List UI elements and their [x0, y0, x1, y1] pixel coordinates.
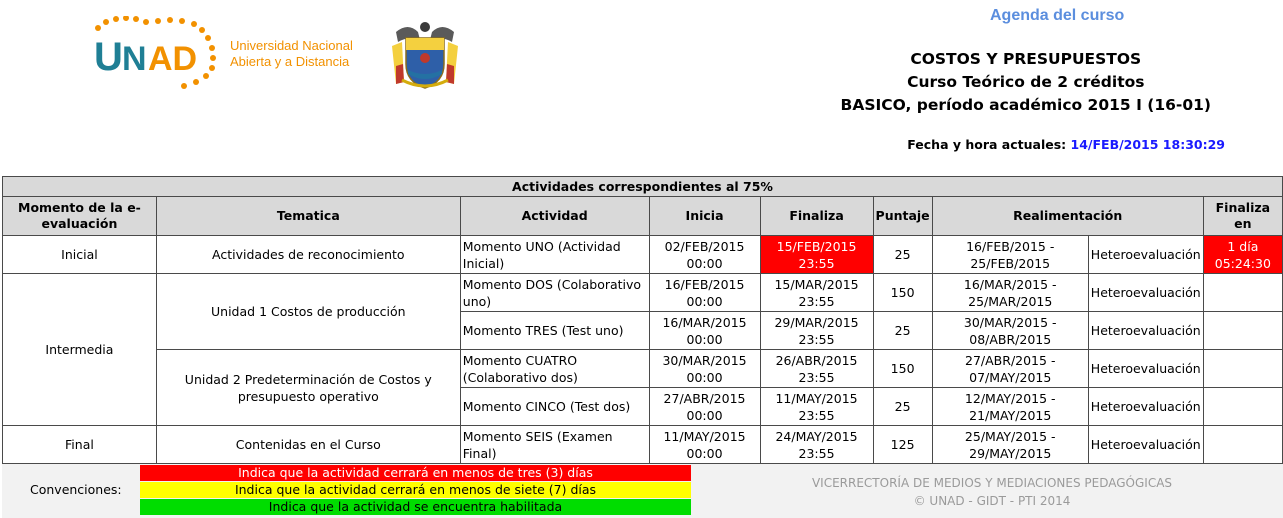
- puntaje-cell: 125: [873, 426, 932, 464]
- actividad-cell: Momento DOS (Colaborativo uno): [460, 274, 649, 312]
- header-finaliza: Finaliza: [760, 197, 873, 236]
- course-name: COSTOS Y PRESUPUESTOS: [910, 50, 1142, 68]
- actividad-cell: Momento UNO (Actividad Inicial): [460, 236, 649, 274]
- tipo-cell: Heteroevaluación: [1088, 388, 1203, 426]
- realimentacion-cell: 12/MAY/2015 - 21/MAY/2015: [932, 388, 1088, 426]
- header-inicia: Inicia: [649, 197, 760, 236]
- tipo-cell: Heteroevaluación: [1088, 312, 1203, 350]
- tematica-cell: Unidad 2 Predeterminación de Costos y presupuesto operativo: [156, 350, 460, 426]
- header-tematica: Tematica: [156, 197, 460, 236]
- inicia-cell: 27/ABR/2015 00:00: [649, 388, 760, 426]
- actividad-cell: Momento CINCO (Test dos): [460, 388, 649, 426]
- realimentacion-cell: 16/MAR/2015 - 25/MAR/2015: [932, 274, 1088, 312]
- current-datetime: [907, 137, 1225, 152]
- university-name: [230, 38, 353, 70]
- table-row: [3, 236, 1283, 274]
- logo-ad: AD: [148, 40, 198, 78]
- inicia-cell: 02/FEB/2015 00:00: [649, 236, 760, 274]
- legend-yellow: Indica que la actividad cerrará en menos de siete (7) días: [140, 482, 691, 498]
- puntaje-cell: 25: [873, 236, 932, 274]
- legend-green: Indica que la actividad se encuentra habilitada: [140, 499, 691, 515]
- course-info: [841, 48, 1211, 117]
- realimentacion-cell: 25/MAY/2015 - 29/MAY/2015: [932, 426, 1088, 464]
- finaliza-cell: 29/MAR/2015 23:55: [760, 312, 873, 350]
- puntaje-cell: 150: [873, 350, 932, 388]
- conventions-label: Convenciones:: [30, 482, 122, 497]
- momento-cell: Final: [3, 426, 157, 464]
- tematica-cell: Unidad 1 Costos de producción: [156, 274, 460, 350]
- datetime-value: 14/FEB/2015 18:30:29: [1070, 137, 1225, 152]
- actividad-cell: Momento SEIS (Examen Final): [460, 426, 649, 464]
- finaliza-cell: 11/MAY/2015 23:55: [760, 388, 873, 426]
- legend-red: Indica que la actividad cerrará en menos de tres (3) días: [140, 465, 691, 481]
- realimentacion-cell: 16/FEB/2015 - 25/FEB/2015: [932, 236, 1088, 274]
- credits-line2: © UNAD - GIDT - PTI 2014: [913, 494, 1071, 508]
- momento-cell: Intermedia: [3, 274, 157, 426]
- course-period: BASICO, período académico 2015 I (16-01): [840, 96, 1211, 114]
- finaliza-cell: 24/MAY/2015 23:55: [760, 426, 873, 464]
- unad-logo: [92, 16, 232, 92]
- tematica-cell: Contenidas en el Curso: [156, 426, 460, 464]
- puntaje-cell: 25: [873, 312, 932, 350]
- realimentacion-cell: 27/ABR/2015 - 07/MAY/2015: [932, 350, 1088, 388]
- finaliza-en-cell: [1203, 350, 1282, 388]
- credits: [782, 474, 1202, 510]
- tipo-cell: Heteroevaluación: [1088, 426, 1203, 464]
- inicia-cell: 30/MAR/2015 00:00: [649, 350, 760, 388]
- table-row: [3, 274, 1283, 312]
- tematica-cell: Actividades de reconocimiento: [156, 236, 460, 274]
- agenda-title: Agenda del curso: [990, 7, 1125, 24]
- header-realimentacion: Realimentación: [932, 197, 1203, 236]
- puntaje-cell: 150: [873, 274, 932, 312]
- header-puntaje: Puntaje: [873, 197, 932, 236]
- finaliza-en-cell: [1203, 388, 1282, 426]
- logo-u: U: [94, 35, 123, 79]
- table-row: [3, 426, 1283, 464]
- actividad-cell: Momento TRES (Test uno): [460, 312, 649, 350]
- inicia-cell: 16/MAR/2015 00:00: [649, 312, 760, 350]
- finaliza-en-cell: [1203, 312, 1282, 350]
- header-actividad: Actividad: [460, 197, 649, 236]
- table-row: [3, 350, 1283, 388]
- inicia-cell: 11/MAY/2015 00:00: [649, 426, 760, 464]
- tipo-cell: Heteroevaluación: [1088, 274, 1203, 312]
- realimentacion-cell: 30/MAR/2015 - 08/ABR/2015: [932, 312, 1088, 350]
- university-name-line2: Abierta y a Distancia: [230, 54, 350, 69]
- agenda-table: [2, 176, 1283, 464]
- finaliza-en-cell: [1203, 426, 1282, 464]
- finaliza-cell: 15/MAR/2015 23:55: [760, 274, 873, 312]
- inicia-cell: 16/FEB/2015 00:00: [649, 274, 760, 312]
- tipo-cell: Heteroevaluación: [1088, 350, 1203, 388]
- logo-n: N: [122, 40, 147, 78]
- table-caption: Actividades correspondientes al 75%: [3, 177, 1283, 197]
- finaliza-cell: 26/ABR/2015 23:55: [760, 350, 873, 388]
- header-momento: Momento de la e-evaluación: [3, 197, 157, 236]
- finaliza-cell: 15/FEB/2015 23:55: [760, 236, 873, 274]
- datetime-label: Fecha y hora actuales:: [907, 137, 1067, 152]
- credits-line1: VICERRECTORÍA DE MEDIOS Y MEDIACIONES PEDAGÓGICAS: [811, 476, 1173, 490]
- university-name-line1: Universidad Nacional: [230, 38, 353, 53]
- coat-of-arms-icon: [388, 18, 462, 92]
- puntaje-cell: 25: [873, 388, 932, 426]
- conventions-footer: [2, 464, 1283, 518]
- finaliza-en-cell: [1203, 274, 1282, 312]
- header-finaliza-en: Finaliza en: [1203, 197, 1282, 236]
- finaliza-en-cell: 1 día 05:24:30: [1203, 236, 1282, 274]
- momento-cell: Inicial: [3, 236, 157, 274]
- tipo-cell: Heteroevaluación: [1088, 236, 1203, 274]
- actividad-cell: Momento CUATRO (Colaborativo dos): [460, 350, 649, 388]
- course-type: Curso Teórico de 2 créditos: [907, 73, 1145, 91]
